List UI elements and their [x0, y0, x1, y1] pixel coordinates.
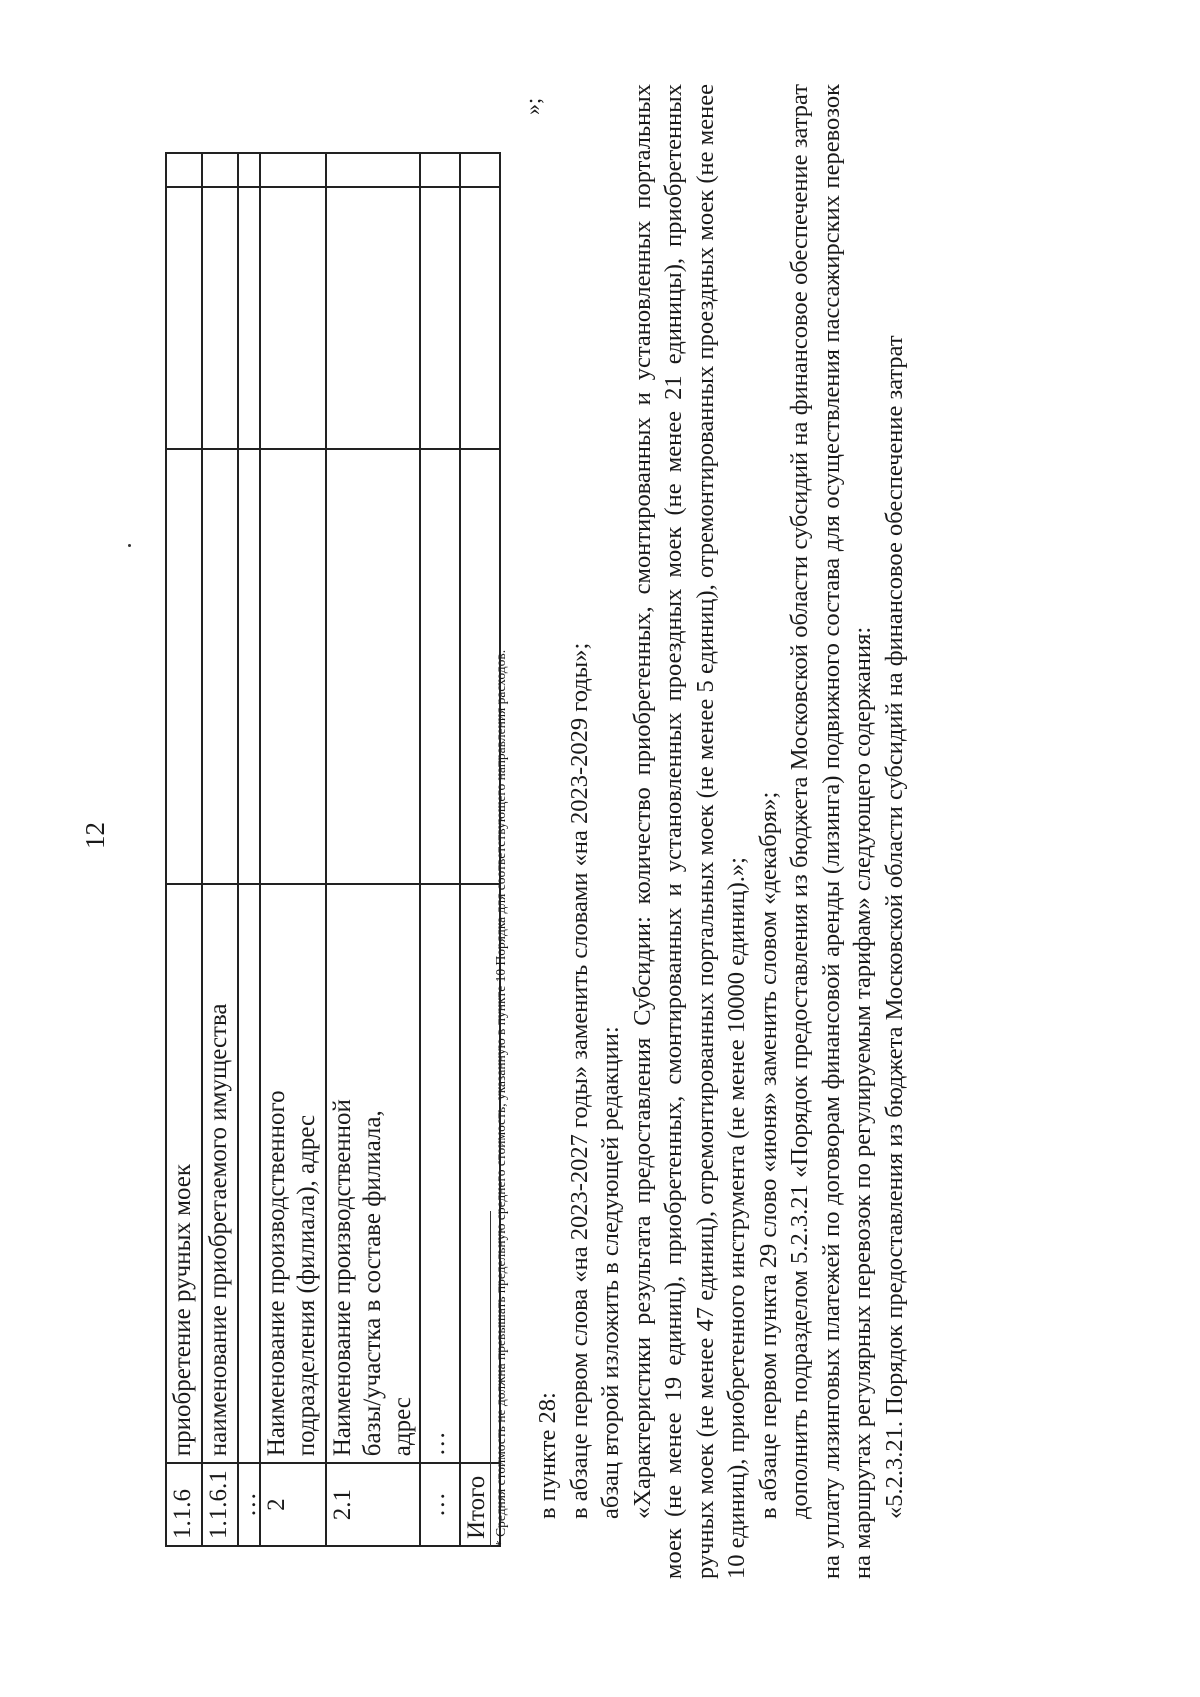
- table-cell: [202, 153, 238, 187]
- row-name: наименование приобретаемого имущества: [202, 884, 238, 1463]
- table-cell: [166, 187, 202, 448]
- table-cell: [420, 449, 460, 884]
- table-cell: [238, 449, 260, 884]
- row-number: …: [420, 1463, 460, 1546]
- row-name: Наименование производственного подразделения (филиала), адрес: [260, 884, 326, 1463]
- table-row: [326, 153, 420, 1546]
- paragraph: абзац второй изложить в следующей редакции:: [597, 1026, 624, 1519]
- row-name: Наименование производственной базы/участка в составе филиала, адрес: [326, 884, 420, 1463]
- table-row: [260, 153, 326, 1546]
- table-row: [202, 153, 238, 1546]
- table-row: [238, 153, 260, 1546]
- table-cell: [420, 187, 460, 448]
- page-number: 12: [80, 822, 110, 849]
- footnote: * Средняя стоимость не должна превышать предельную среднего стоимость, указанную в пункте 10 Порядка для соответствующего направления расходов.: [493, 649, 508, 1547]
- row-number: …: [238, 1463, 260, 1546]
- row-number: 2.1: [326, 1463, 420, 1546]
- row-number: Итого: [460, 1463, 500, 1546]
- table-cell: [326, 449, 420, 884]
- table-cell: [260, 449, 326, 884]
- paragraph: дополнить подразделом 5.2.3.21 «Порядок предоставления из бюджета Московской области субсидий на финансовое обеспечение затрат на уплату лизинговых платежей по договорам финансовой аренды (лизинга) подвижного состава для осуществления пассажирских перевозок на маршрутах регулярных перевозок по регулируемым тарифам» следующего содержания:: [786, 84, 876, 1579]
- paragraph: в абзаце первом слова «на 2023-2027 годы» заменить словами «на 2023-2029 годы»;: [565, 642, 593, 1519]
- table-cell: [202, 449, 238, 884]
- table-cell: [326, 153, 420, 187]
- table-cell: [260, 187, 326, 448]
- row-name: [238, 884, 260, 1463]
- scan-speck: [128, 544, 131, 547]
- paragraph: в абзаце первом пункта 29 слово «июня» заменить словом «декабря»;: [754, 791, 782, 1519]
- row-name: …: [420, 884, 460, 1463]
- paragraph: «Характеристики результата предоставления Субсидии: количество приобретенных, смонтированных и установленных портальных моек (не менее 19 единиц), приобретенных, смонтированных и установленных проездных моек (не менее 21 единицы), приобретенных ручных моек (не менее 47 единиц), отремонтированных портальных моек (не менее 5 единиц), отремонтированных проездных моек (не менее 10 единиц), приобретенного инструмента (не менее 10000 единиц).»;: [628, 84, 750, 1579]
- row-number: 1.1.6: [166, 1463, 202, 1546]
- row-number: 1.1.6.1: [202, 1463, 238, 1546]
- table-cell: [460, 187, 500, 448]
- table-cell: [420, 153, 460, 187]
- footnote-divider: [490, 1211, 491, 1547]
- row-name: приобретение ручных моек: [166, 884, 202, 1463]
- table-cell: [460, 153, 500, 187]
- expense-table: [165, 152, 501, 1547]
- table-cell: [260, 153, 326, 187]
- document-body: [532, 84, 910, 1579]
- row-number: 2: [260, 1463, 326, 1546]
- table-cell: [202, 187, 238, 448]
- table-cell: [166, 449, 202, 884]
- closing-quote: »;: [520, 97, 545, 115]
- table-cell: [326, 187, 420, 448]
- paragraph: «5.2.3.21. Порядок предоставления из бюджета Московской области субсидий на финансовое обеспечение затрат: [880, 335, 908, 1519]
- table-cell: [238, 153, 260, 187]
- table-cell: [166, 153, 202, 187]
- table-cell: [238, 187, 260, 448]
- table-row: [420, 153, 460, 1546]
- paragraph: в пункте 28:: [534, 1392, 561, 1519]
- table-row: [166, 153, 202, 1546]
